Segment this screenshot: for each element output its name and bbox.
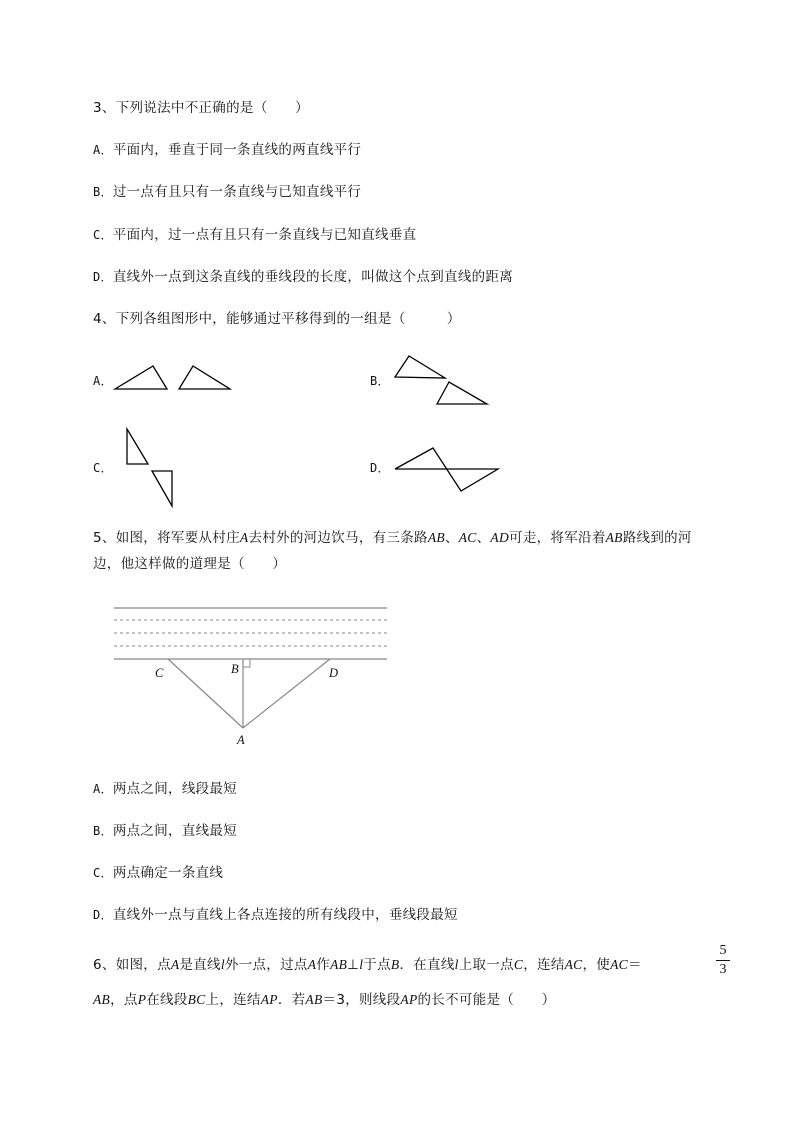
q5-stem-line2: 边，他这样做的道理是（ ） (93, 556, 287, 572)
q4-option-d-label[interactable]: D． (370, 461, 390, 475)
option-label: A． (93, 143, 113, 157)
q3-stem: 3、下列说法中不正确的是（ ） (93, 100, 309, 116)
q5-option-c[interactable]: C．两点确定一条直线 (93, 865, 224, 881)
q4-stem: 4、下列各组图形中，能够通过平移得到的一组是（ ） (93, 311, 461, 327)
option-text: 直线外一点到这条直线的垂线段的长度，叫做这个点到直线的距离 (112, 269, 514, 285)
q5-option-a[interactable]: A．两点之间，线段最短 (93, 781, 238, 797)
q4-option-b-label[interactable]: B． (370, 374, 390, 388)
q4-option-c-label[interactable]: C． (93, 461, 113, 475)
option-label: C． (93, 228, 113, 242)
point-b-label: B (231, 662, 239, 676)
option-text: 平面内，过一点有且只有一条直线与已知直线垂直 (112, 227, 417, 243)
point-c-label: C (155, 666, 164, 680)
q5-stem-line1: 5、如图，将军要从村庄A去村外的河边饮马，有三条路AB、AC、AD可走，将军沿着AB路线到的河 (93, 530, 692, 546)
point-d-label: D (329, 666, 339, 680)
q5-option-d[interactable]: D．直线外一点与直线上各点连接的所有线段中，垂线段最短 (93, 907, 458, 923)
option-text: 平面内，垂直于同一条直线的两直线平行 (112, 142, 362, 158)
q6-stem-line2: AB，点P在线段BC上，连结AP．若AB＝3，则线段AP的长不可能是（ ） (93, 992, 556, 1008)
q5-option-b[interactable]: B．两点之间，直线最短 (93, 823, 238, 839)
option-label: B． (93, 185, 113, 199)
fraction-5-3 (716, 944, 730, 977)
fraction-numerator: 5 (719, 943, 727, 958)
fraction-denominator: 3 (719, 962, 727, 977)
q4-option-a-label[interactable]: A． (93, 374, 113, 388)
q6-stem-line1: 6、如图，点A是直线l外一点，过点A作AB⊥l于点B．在直线l上取一点C，连结AC，使AC＝ (93, 957, 642, 973)
option-label: D． (93, 270, 113, 284)
option-text: 过一点有且只有一条直线与已知直线平行 (112, 184, 362, 200)
point-a-label: A (237, 733, 245, 747)
